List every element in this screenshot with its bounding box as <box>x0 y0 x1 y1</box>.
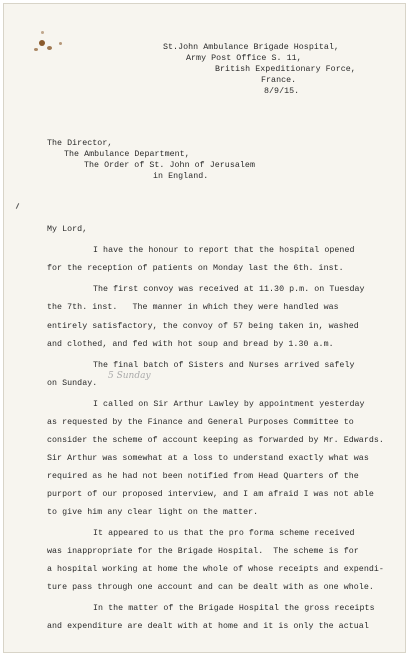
handwritten-annotation: 5 Sunday <box>108 371 151 381</box>
addressee-line-2: The Ambulance Department, <box>64 150 190 159</box>
body-line-10: as requested by the Finance and General Purposes Committee to <box>47 418 354 427</box>
body-line-17: was inappropriate for the Brigade Hospital. The scheme is for <box>47 547 359 556</box>
addressee-line-3: The Order of St. John of Jerusalem <box>84 161 255 170</box>
header-line-4: France. <box>261 76 297 85</box>
body-line-18: a hospital working at home the whole of whose receipts and expendi- <box>47 565 384 574</box>
salutation: My Lord, <box>47 225 88 234</box>
body-line-19: ture pass through one account and can be dealt with as one whole. <box>47 583 374 592</box>
header-date: 8/9/15. <box>264 87 300 96</box>
body-line-14: purport of our proposed interview, and I am afraid I was not able <box>47 490 374 499</box>
body-line-6: and clothed, and fed with hot soup and bread by 1.30 a.m. <box>47 340 334 349</box>
ink-stain <box>34 48 38 51</box>
ink-stain <box>47 46 52 50</box>
body-line-5: entirely satisfactory, the convoy of 57 being taken in, washed <box>47 322 359 331</box>
margin-mark <box>16 203 19 209</box>
letter-page <box>3 3 406 653</box>
body-line-7: The final batch of Sisters and Nurses arrived safely <box>93 361 355 370</box>
body-line-1: I have the honour to report that the hospital opened <box>93 246 355 255</box>
ink-stain <box>39 40 45 46</box>
body-line-2: for the reception of patients on Monday last the 6th. inst. <box>47 264 344 273</box>
addressee-line-4: in England. <box>153 172 209 181</box>
body-line-20: In the matter of the Brigade Hospital the gross receipts <box>93 604 375 613</box>
header-line-3: British Expeditionary Force, <box>215 65 356 74</box>
body-line-13: required as he had not been notified from Head Quarters of the <box>47 472 359 481</box>
body-line-9: I called on Sir Arthur Lawley by appointment yesterday <box>93 400 365 409</box>
body-line-15: to give him any clear light on the matter. <box>47 508 259 517</box>
body-line-4: the 7th. inst. The manner in which they were handled was <box>47 303 339 312</box>
body-line-11: consider the scheme of account keeping as forwarded by Mr. Edwards. <box>47 436 384 445</box>
header-line-2: Army Post Office S. 11, <box>186 54 302 63</box>
ink-stain <box>59 42 62 45</box>
body-line-16: It appeared to us that the pro forma scheme received <box>93 529 355 538</box>
body-line-12: Sir Arthur was somewhat at a loss to understand exactly what was <box>47 454 369 463</box>
body-line-3: The first convoy was received at 11.30 p.m. on Tuesday <box>93 285 365 294</box>
body-line-8: on Sunday. <box>47 379 98 388</box>
body-line-21: and expenditure are dealt with at home and it is only the actual <box>47 622 369 631</box>
addressee-line-1: The Director, <box>47 139 113 148</box>
ink-stain <box>41 31 44 34</box>
header-line-1: St.John Ambulance Brigade Hospital, <box>163 43 340 52</box>
